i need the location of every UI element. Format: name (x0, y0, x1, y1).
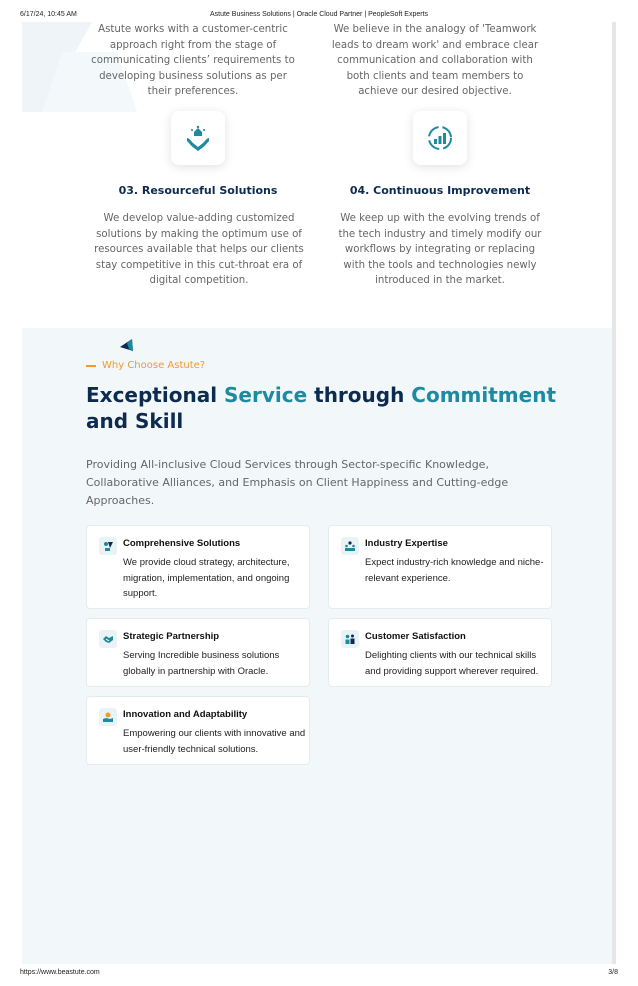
section-subtext: Providing All-inclusive Cloud Services through Sector-specific Knowledge, Collaborative Alliances, and Emphasis on Client Happiness and Cutting-edge Approaches. (86, 458, 509, 507)
handshake-icon (99, 630, 117, 648)
megaphone-icon (118, 336, 136, 354)
card-customer-satisfaction (328, 618, 552, 687)
feature-desc: We keep up with the evolving trends of the tech industry and timely modify our workflows by integrating or replacing with the tools and technologies newly introduced in the market. (338, 213, 542, 287)
feature-desc: We believe in the analogy of 'Teamwork leads to dream work' and embrace clear communication and collaboration with both clients and team members to achieve our desired objective. (331, 24, 539, 98)
headline-accent-commitment: Commitment (411, 383, 557, 407)
print-date: 6/17/24, 10:45 AM (20, 11, 77, 18)
card-title: Customer Satisfaction (365, 631, 466, 642)
card-title: Strategic Partnership (123, 631, 220, 642)
section-tag (86, 360, 205, 371)
tag-dash (86, 365, 96, 367)
card-comprehensive-solutions (86, 525, 310, 609)
page-edge-rule (612, 22, 616, 964)
growth-chart-icon (413, 111, 467, 165)
card-title: Comprehensive Solutions (123, 538, 241, 549)
feature-continuous (335, 211, 545, 289)
card-title: Industry Expertise (365, 538, 448, 549)
why-choose-section (22, 328, 616, 964)
print-url: https://www.beastute.com (20, 969, 100, 976)
page-content (22, 22, 616, 964)
card-desc: Expect industry-rich knowledge and niche-relevant experience. (365, 557, 544, 584)
section-headline (86, 382, 576, 434)
feature-title-resourceful: 03. Resourceful Solutions (118, 184, 278, 197)
print-header (0, 0, 638, 22)
headline-part: Exceptional (86, 383, 225, 407)
card-desc: We provide cloud strategy, architecture, migration, implementation, and ongoing support. (123, 557, 290, 599)
card-desc: Delighting clients with our technical skills and providing support wherever required. (365, 650, 539, 677)
print-title: Astute Business Solutions | Oracle Cloud Partner | PeopleSoft Experts (209, 11, 429, 18)
print-footer (0, 964, 638, 986)
feature-resourceful (94, 211, 304, 289)
card-strategic-partnership (86, 618, 310, 687)
headline-part: through (307, 383, 412, 407)
innovation-icon (99, 708, 117, 726)
feature-title-continuous: 04. Continuous Improvement (349, 184, 531, 197)
card-industry-expertise (328, 525, 552, 609)
feature-desc: We develop value-adding customized solutions by making the optimum use of resources available that helps our clients stay competitive in this cut-throat era of digital competition. (94, 213, 304, 287)
satisfaction-icon (341, 630, 359, 648)
tag-text: Why Choose Astute? (102, 360, 206, 371)
print-page-number: 3/8 (608, 969, 618, 976)
card-desc: Serving Incredible business solutions globally in partnership with Oracle. (123, 650, 280, 677)
feature-desc: Astute works with a customer-centric approach right from the stage of communicating clients’ requirements to developing business solutions as per their preferences. (91, 24, 295, 98)
hands-caring-icon (171, 111, 225, 165)
headline-accent-service: Service (224, 383, 308, 407)
headline-part: and Skill (86, 409, 184, 433)
card-innovation-adaptability (86, 696, 310, 765)
card-title: Innovation and Adaptability (123, 709, 248, 720)
card-desc: Empowering our clients with innovative and user-friendly technical solutions. (123, 728, 306, 755)
strategy-icon (99, 537, 117, 555)
team-icon (341, 537, 359, 555)
feature-customer-centric (88, 22, 298, 100)
feature-teamwork (330, 22, 540, 100)
